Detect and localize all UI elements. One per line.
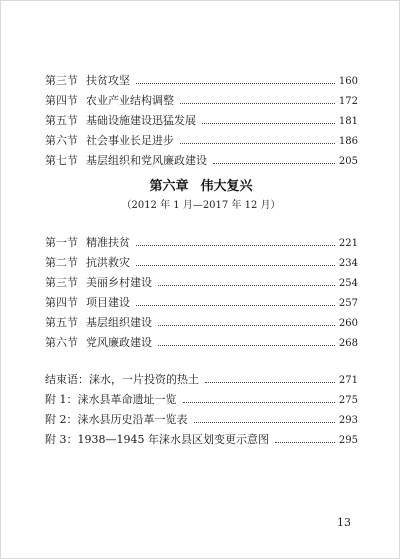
toc-appendix-list [45,371,358,451]
page-ref: 271 [338,375,358,386]
section-number: 第四节 [45,94,78,107]
dot-leader [136,304,335,306]
toc-entry[interactable] [45,132,358,152]
section-title: 社会事业长足进步 [86,134,174,147]
dot-leader [213,162,335,164]
chapter-heading[interactable] [1,175,400,194]
section-number: 第三节 [45,74,78,87]
toc-entry[interactable] [45,371,358,391]
dot-leader [136,82,335,84]
page-ref: 160 [338,76,358,87]
toc-chapter-6-sections [45,234,358,354]
dot-leader [158,284,335,286]
section-title: 抗洪救灾 [86,256,130,269]
entry-title: 附 2：涞水县历史沿革一览表 [45,413,188,426]
section-title: 党风廉政建设 [86,336,152,349]
page-ref: 234 [338,258,358,269]
toc-entry[interactable] [45,411,358,431]
dot-leader [205,381,335,383]
chapter-name: 伟大复兴 [200,179,253,194]
toc-entry[interactable] [45,391,358,411]
page-ref: 181 [338,116,358,127]
section-number: 第三节 [45,276,78,289]
toc-entry[interactable] [45,92,358,112]
section-number: 第一节 [45,236,78,249]
dot-leader [158,344,335,346]
dot-leader [202,122,335,124]
section-number: 第四节 [45,296,78,309]
section-number: 第六节 [45,336,78,349]
page-ref: 257 [338,298,358,309]
page-number: 13 [337,516,351,529]
dot-leader [136,264,335,266]
page-ref: 275 [338,395,358,406]
page-ref: 293 [338,415,358,426]
page-ref: 268 [338,338,358,349]
section-title: 项目建设 [86,296,130,309]
dot-leader [180,102,335,104]
entry-title: 结束语：涞水，一片投资的热土 [45,373,199,386]
page-ref: 254 [338,278,358,289]
dot-leader [183,401,335,403]
toc-entry[interactable] [45,314,358,334]
chapter-period: （2012 年 1 月—2017 年 12 月） [121,200,281,211]
section-title: 农业产业结构调整 [86,94,174,107]
page-ref: 205 [338,156,358,167]
toc-entry[interactable] [45,274,358,294]
page-ref: 295 [338,435,358,446]
page-ref: 172 [338,96,358,107]
toc-entry[interactable] [45,72,358,92]
section-title: 美丽乡村建设 [86,276,152,289]
entry-title: 附 3：1938—1945 年涞水县区划变更示意图 [45,433,269,446]
dot-leader [180,142,335,144]
section-number: 第五节 [45,114,78,127]
section-title: 基层组织建设 [86,316,152,329]
toc-entry[interactable] [45,334,358,354]
section-number: 第七节 [45,154,78,167]
dot-leader [194,421,335,423]
section-number: 第二节 [45,256,78,269]
toc-entry[interactable] [45,294,358,314]
section-title: 精准扶贫 [86,236,130,249]
dot-leader [275,441,335,443]
section-title: 扶贫攻坚 [86,74,130,87]
page-ref: 260 [338,318,358,329]
section-title: 基础设施建设迅猛发展 [86,114,196,127]
entry-title: 附 1：涞水县革命遗址一览 [45,393,177,406]
section-number: 第五节 [45,316,78,329]
section-title: 基层组织和党风廉政建设 [86,154,207,167]
toc-entry[interactable] [45,431,358,451]
toc-entry[interactable] [45,152,358,172]
page-ref: 221 [338,238,358,249]
toc-chapter-5-sections [45,72,358,172]
section-number: 第六节 [45,134,78,147]
toc-entry[interactable] [45,234,358,254]
toc-entry[interactable] [45,254,358,274]
dot-leader [158,324,335,326]
page-ref: 186 [338,136,358,147]
toc-entry[interactable] [45,112,358,132]
dot-leader [136,244,335,246]
chapter-label: 第六章 [149,179,189,194]
